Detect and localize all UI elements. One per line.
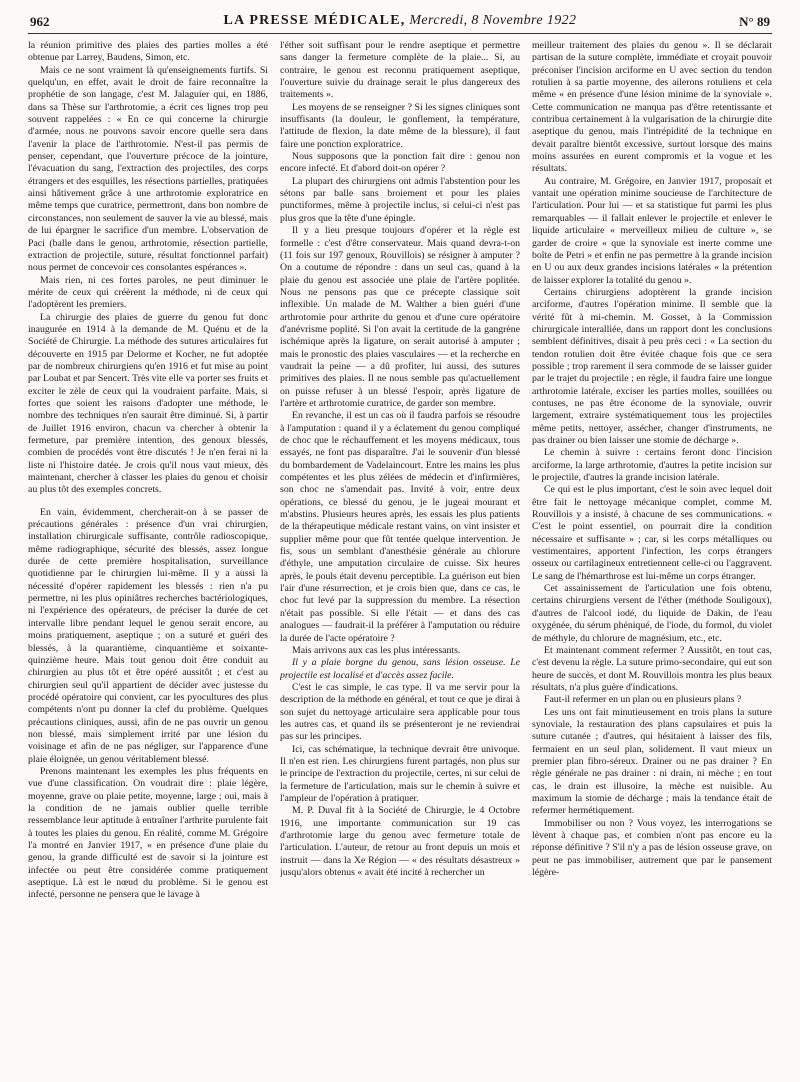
paragraph: meilleur traitement des plaies du genou ». Il se déclarait partisan de la suture complète, immédiate et croyait pouvoir préconiser l'incision arciforme en U avec section du tendon rotulien à sa partie moyenne, des ailerons rotuliens et cela même « en présence d'une lésion minime de la synoviale ». Cette communication ne manqua pas d'être retentissante et contribua certainement à la vulgarisation de la chirurgie dite aseptique du genou, mais l'intrépidité de la technique en devait paraître bientôt excessive, surtout lorsque des mains moins assurées en eurent compromis et la vogue et les résultats. bbox=[532, 40, 772, 175]
paragraph: Le chemin à suivre : certains feront donc l'incision arciforme, la large arthrotomie, d'autres la petite incision sur le projectile, d'autres la grande incision latérale. bbox=[532, 447, 772, 484]
paragraph: La chirurgie des plaies de guerre du genou fut donc inaugurée en 1914 à la demande de M. Quénu et de la Société de Chirurgie. La méthode des sutures articulaires fut découverte en 1915 par Delorme et Kocher, ne fut adoptée par de nombreux chirurgiens qu'en 1916 et fut mise au point par Loubat et par Sencert. Très vite elle va porter ses fruits et exciter le zèle de ceux qui la voudraient parfaite. Mais, si fortes que soient les raisons d'adopter une méthode, le nombre des techniques n'en saurait être diminué. Si, à partir de Juillet 1916 environ, chacun va chercher à obtenir la fermeture, par première intention, des genoux blessés, combien de procédés vont être discutés ! Je n'en ferai ni la liste ni l'histoire datée. Je crois qu'il nous vaut mieux, dès maintenant, chercher à classer les plaies du genou et choisir au plus tôt des exemples concrets. bbox=[28, 311, 268, 496]
column-3 bbox=[532, 40, 772, 1076]
issue-number: N° 89 bbox=[739, 14, 770, 29]
header-rule bbox=[28, 33, 772, 34]
paragraph: Cet assainissement de l'articulation une fois obtenu, certains chirurgiens versent de l'éther (méthode Souligoux), d'autres de l'alcool iodé, du liquide de Dakin, de l'eau oxygénée, du sérum phéniqué, de l'iode, du formol, du violet de méthyle, du chlorure de magnésium, etc., etc. bbox=[532, 583, 772, 644]
paragraph: Au contraire, M. Grégoire, en Janvier 1917, proposait et vantait une opération minime soucieuse de l'architecture de l'articulation. Pour lui — et sa statistique fut parmi les plus remarquables — il fallait enlever le projectile et enlever le liquide articulaire « merveilleux milieu de culture », se garder de croire « que la synoviale est inerte comme une boîte de Petri » et enfin ne pas permettre à la grande incision en U ou aux deux grandes incisions latérales « la prétention de laisser explorer la totalité du genou ». bbox=[532, 175, 772, 286]
paragraph: En revanche, il est un cas où il faudra parfois se résoudre à l'amputation : quand il y a éclatement du genou compliqué de choc que le réchauffement et les moyens médicaux, tous essayés, ne font pas disparaître. J'ai le souvenir d'un blessé du bombardement de Vadelaincourt. Entre les mains les plus compétentes et les plus zélées de médecin et d'infirmières, son choc ne s'amendait pas. Invité à voir, entre deux opérations, ce blessé du genou, je le jugeai mourant et m'abstins. Plusieurs heures après, les essais les plus patients de la thérapeutique médicale restant vains, on vint insister et supplier même pour que fût tentée quelque intervention. Je fis, sous un semblant d'anesthésie générale au chlorure d'éthyle, une amputation circulaire de cuisse. Six heures après, le pouls était devenu perceptible. La guérison eut bien l'air d'une résurrection, et je crois bien que, dans ce cas, le choc fut levé par la suppression du membre. La résection n'était pas possible. Si elle l'était — et dans des cas analogues — faudrait-il la préférer à l'amputation ou réduire la durée de l'acte opératoire ? bbox=[280, 410, 520, 644]
header-center bbox=[28, 13, 772, 29]
paragraph: Nous supposons que la ponction fait dire : genou non encore infecté. Et d'abord doit-on opérer ? bbox=[280, 151, 520, 175]
paragraph: la réunion primitive des plaies des parties molles a été obtenue par Larrey, Baudens, Simon, etc. bbox=[28, 40, 268, 64]
paragraph: La plupart des chirurgiens ont admis l'abstention pour les sétons par balle sans broiement et pour les plaies punctiformes, même à projectile inclus, si celui-ci n'est pas plus gros que la tête d'une épingle. bbox=[280, 175, 520, 224]
paragraph: l'éther soit suffisant pour le rendre aseptique et permettre sans danger la fermeture complète de la plaie... Si, au contraire, le genou est reconnu pratiquement aseptique, l'ouverture suivie du drainage serait le plus dangereux des traitements ». bbox=[280, 40, 520, 101]
paragraph: Mais arrivons aux cas les plus intéressants. bbox=[292, 644, 461, 656]
paragraph: Ici, cas schématique, la technique devrait être univoque. Il n'en est rien. Les chirurgiens furent partagés, non plus sur le principe de l'extraction du projectile, certes, ni sur celui de la fermeture de l'articulation, mais sur le chemin à suivre et l'ampleur de l'opération à pratiquer. bbox=[280, 743, 520, 804]
paragraph: Certains chirurgiens adoptèrent la grande incision arciforme, d'autres l'opération minime. Il semble que la vérité fût à mi-chemin. M. Gosset, à la Commission chirurgicale interalliée, dans un rapport dont les conclusions semblent définitives, disait à peu près ceci : « La section du tendon rotulien doit être évitée chaque fois que ce sera possible ; trop rarement il sera commode de se laisser guider par le trajet du projectile ; en règle, il faudra faire une longue arthrotomie latérale, exciser les parties molles, souillées ou contuses, ne pas être économe de la synoviale, ouvrir largement, extraire systématiquement tous les projectiles même petits, nettoyer, assécher, changer d'instruments, ne pas drainer ou bien laisser une stomie de décharge ». bbox=[532, 286, 772, 446]
italic-paragraph: Il y a plaie borgne du genou, sans lésion osseuse. Le projectile est localisé et d'accès assez facile. bbox=[280, 657, 520, 681]
paragraph: Mais rien, ni ces fortes paroles, ne peut diminuer le mérite de ceux qui créèrent la méthode, ni de ceux qui l'adoptèrent les premiers. bbox=[28, 274, 268, 311]
paragraph: Prenons maintenant les exemples les plus fréquents en vue d'une classification. On voudrait dire : plaie légère, moyenne, grave ou plaie petite, moyenne, large ; oui, mais à la condition de ne jamais oublier quelle terrible ressemblance leur aptitude à entraîner l'arthrite purulente fait à toutes les plaies du genou. En réalité, comme M. Grégoire l'a montré en Janvier 1917, « en présence d'une plaie du genou, la grande difficulté est de savoir si la jointure est infectée ou peut être considérée comme pratiquement aseptique. Là est le nœud du problème. Si le genou est infecté, personne ne pensera que le lavage à bbox=[28, 765, 268, 901]
page-number: 962 bbox=[30, 14, 50, 29]
issue-date: Mercredi, 8 Novembre 1922 bbox=[409, 13, 577, 28]
paragraph: Mais ce ne sont vraiment là qu'enseignements furtifs. Si quelqu'un, en effet, avait le droit de faire reconnaître la prophétie de son langage, c'est M. Jalaguier qui, en 1886, dans sa Thèse sur l'arthrotomie, a écrit ces lignes trop peu souvent rappelées : « En ce qui concerne la chirurgie d'armée, nous ne pouvons savoir encore quelle sera dans l'avenir la place de l'arthrotomie. N'est-il pas permis de penser, cependant, que l'ouverture précoce de la jointure, l'évacuation du sang, l'extraction des projectiles, des corps étrangers et des esquilles, les résections partielles, pratiquées ainsi hâtivement grâce à une arthrotomie exploratrice en même temps que curatrice, permettront, dans bon nombre de circonstances, non seulement de sauver la vie au blessé, mais de lui épargner le sacrifice d'un membre. L'observation de Paci (balle dans le genou, arthrotomie, résection partielle, extraction de projectile, suture, résultat fonctionnel parfait) nous permet de concevoir ces consolantes espérances ». bbox=[28, 64, 268, 274]
running-header bbox=[28, 8, 772, 34]
paragraph: M. P. Duval fit à la Société de Chirurgie, le 4 Octobre 1916, une importante communication sur 19 cas d'arthrotomie large du genou avec fermeture totale de l'articulation. L'auteur, de retour au front depuis un mois et instruit — dans la Xe Région — « des résultats désastreux » jusqu'alors obtenus « avait été incité à rechercher un bbox=[280, 805, 520, 879]
paragraph: Il y a lieu presque toujours d'opérer et la règle est formelle : c'est d'être conservateur. Mais quand devra-t-on (11 fois sur 197 genoux, Rouvillois) se résigner à amputer ? On a coutume de répondre : dans un seul cas, quand à la plaie du genou est associée une plaie de l'artère poplitée. Nous ne pensons pas que ce précepte classique soit inflexible. Un malade de M. Walther a bien guéri d'une arthrotomie pour arthrite du genou et d'une cure opératoire d'anévrisme poplité. Si l'on avait la certitude de la gangrène ischémique après la ligature, on serait autorisé à amputer ; mais le pronostic des plaies vasculaires — et la recherche en vaudrait la peine — a dû profiter, lui aussi, des sutures primitives des plaies. Il ne nous semble pas qu'actuellement on puisse refuser à un blessé l'espoir, après ligature de l'artère et arthrotomie curatrice, de garder son membre. bbox=[280, 225, 520, 409]
column-2 bbox=[280, 40, 520, 1076]
paragraph: En vain, évidemment, chercherait-on à se passer de précautions générales : présence d'un vrai chirurgien, installation chirurgicale suffisante, contrôle radioscopique, même radiographique, sécurité des blessés, assez longue durée de cette première hospitalisation, surveillance quotidienne par le chirurgien lui-même. Il y a aussi la nécessité d'opérer rapidement les blessés : rien n'a pu permettre, ni les plus opiniâtres recherches bactériologiques, ni l'expérience des opérateurs, de préciser la durée de cet intervalle libre pendant lequel le genou serait encore, au moins pratiquement, aseptique ; on a suturé et guéri des blessés, à la quarantième, cinquantième et soixante-quinzième heure. Mais tout genou doit être conduit au chirurgien au plus tôt et être opéré aussitôt ; et c'est au chirurgien seul qu'il appartient de décider avec justesse du procédé opératoire qui convient, car les pyocultures des plus compétents n'ont pu donner la clef du problème. Quelques précautions cliniques, aussi, afin de ne pas ouvrir un genou non blessé, mais simplement irrité par une lésion du voisinage et afin de ne pas négliger, sur l'apparence d'une plaie éloignée, un genou véritablement blessé. bbox=[28, 506, 268, 765]
paragraph: Immobiliser ou non ? Vous voyez, les interrogations se lèvent à chaque pas, et combien n'ont pas encore eu la réponse définitive ? S'il n'y a pas de lésion osseuse grave, on peut ne pas immobiliser, autrement que par le pansement légère- bbox=[532, 817, 772, 879]
paragraph: Ce qui est le plus important, c'est le soin avec lequel doit être fait le nettoyage mécanique complet, comme M. Rouvillois y a insisté, à chacune de ses communications. « C'est le point essentiel, on pourrait dire la condition nécessaire et suffisante » ; car, si les corps métalliques ou vestimentaires, apportent l'infection, les corps étrangers osseux ou cartilagineux entretiennent celle-ci ou l'aggravent. Le sang de l'hémarthrose est lui-même un corps étranger. bbox=[532, 484, 772, 582]
paragraph: Les moyens de se renseigner ? Si les signes cliniques sont insuffisants (la douleur, le gonflement, la température, l'attitude de flexion, la date même de la blessure), il faut faire une ponction exploratrice. bbox=[280, 101, 520, 150]
column-1 bbox=[28, 40, 268, 1076]
paragraph: C'est le cas simple, le cas type. Il va me servir pour la description de la méthode en général, et tout ce que je dirai à son sujet du nettoyage articulaire sera applicable pour tous les autres cas, et quand ils se présenteront je ne reviendrai pas sur les principes. bbox=[280, 681, 520, 743]
paragraph: Faut-il refermer en un plan ou en plusieurs plans ? bbox=[544, 694, 742, 706]
paragraph: Les uns ont fait minutieusement en trois plans la suture synoviale, la restauration des plans capsulaires et puis la suture cutanée ; d'autres, qui hésitaient à laisser des fils, fermaient en un seul plan, solidement. Il vaut mieux un premier plan fibro-séreux. Drainer ou ne pas drainer ? En règle générale ne pas drainer : ni drain, ni mèche ; en tout cas, le drain est illusoire, la mèche est nuisible. Au maximum la stomie de décharge ; mais la tendance était de refermer hermétiquement. bbox=[532, 706, 772, 817]
journal-title: LA PRESSE MÉDICALE, bbox=[223, 13, 406, 28]
paragraph: Et maintenant comment refermer ? Aussitôt, en tout cas, c'est devenu la règle. La suture primo-secondaire, qui eut son heure de succès, et dont M. Rouvillois montra les plus beaux résultats, n'a plus guère d'indications. bbox=[532, 644, 772, 693]
text-columns bbox=[28, 40, 772, 1076]
